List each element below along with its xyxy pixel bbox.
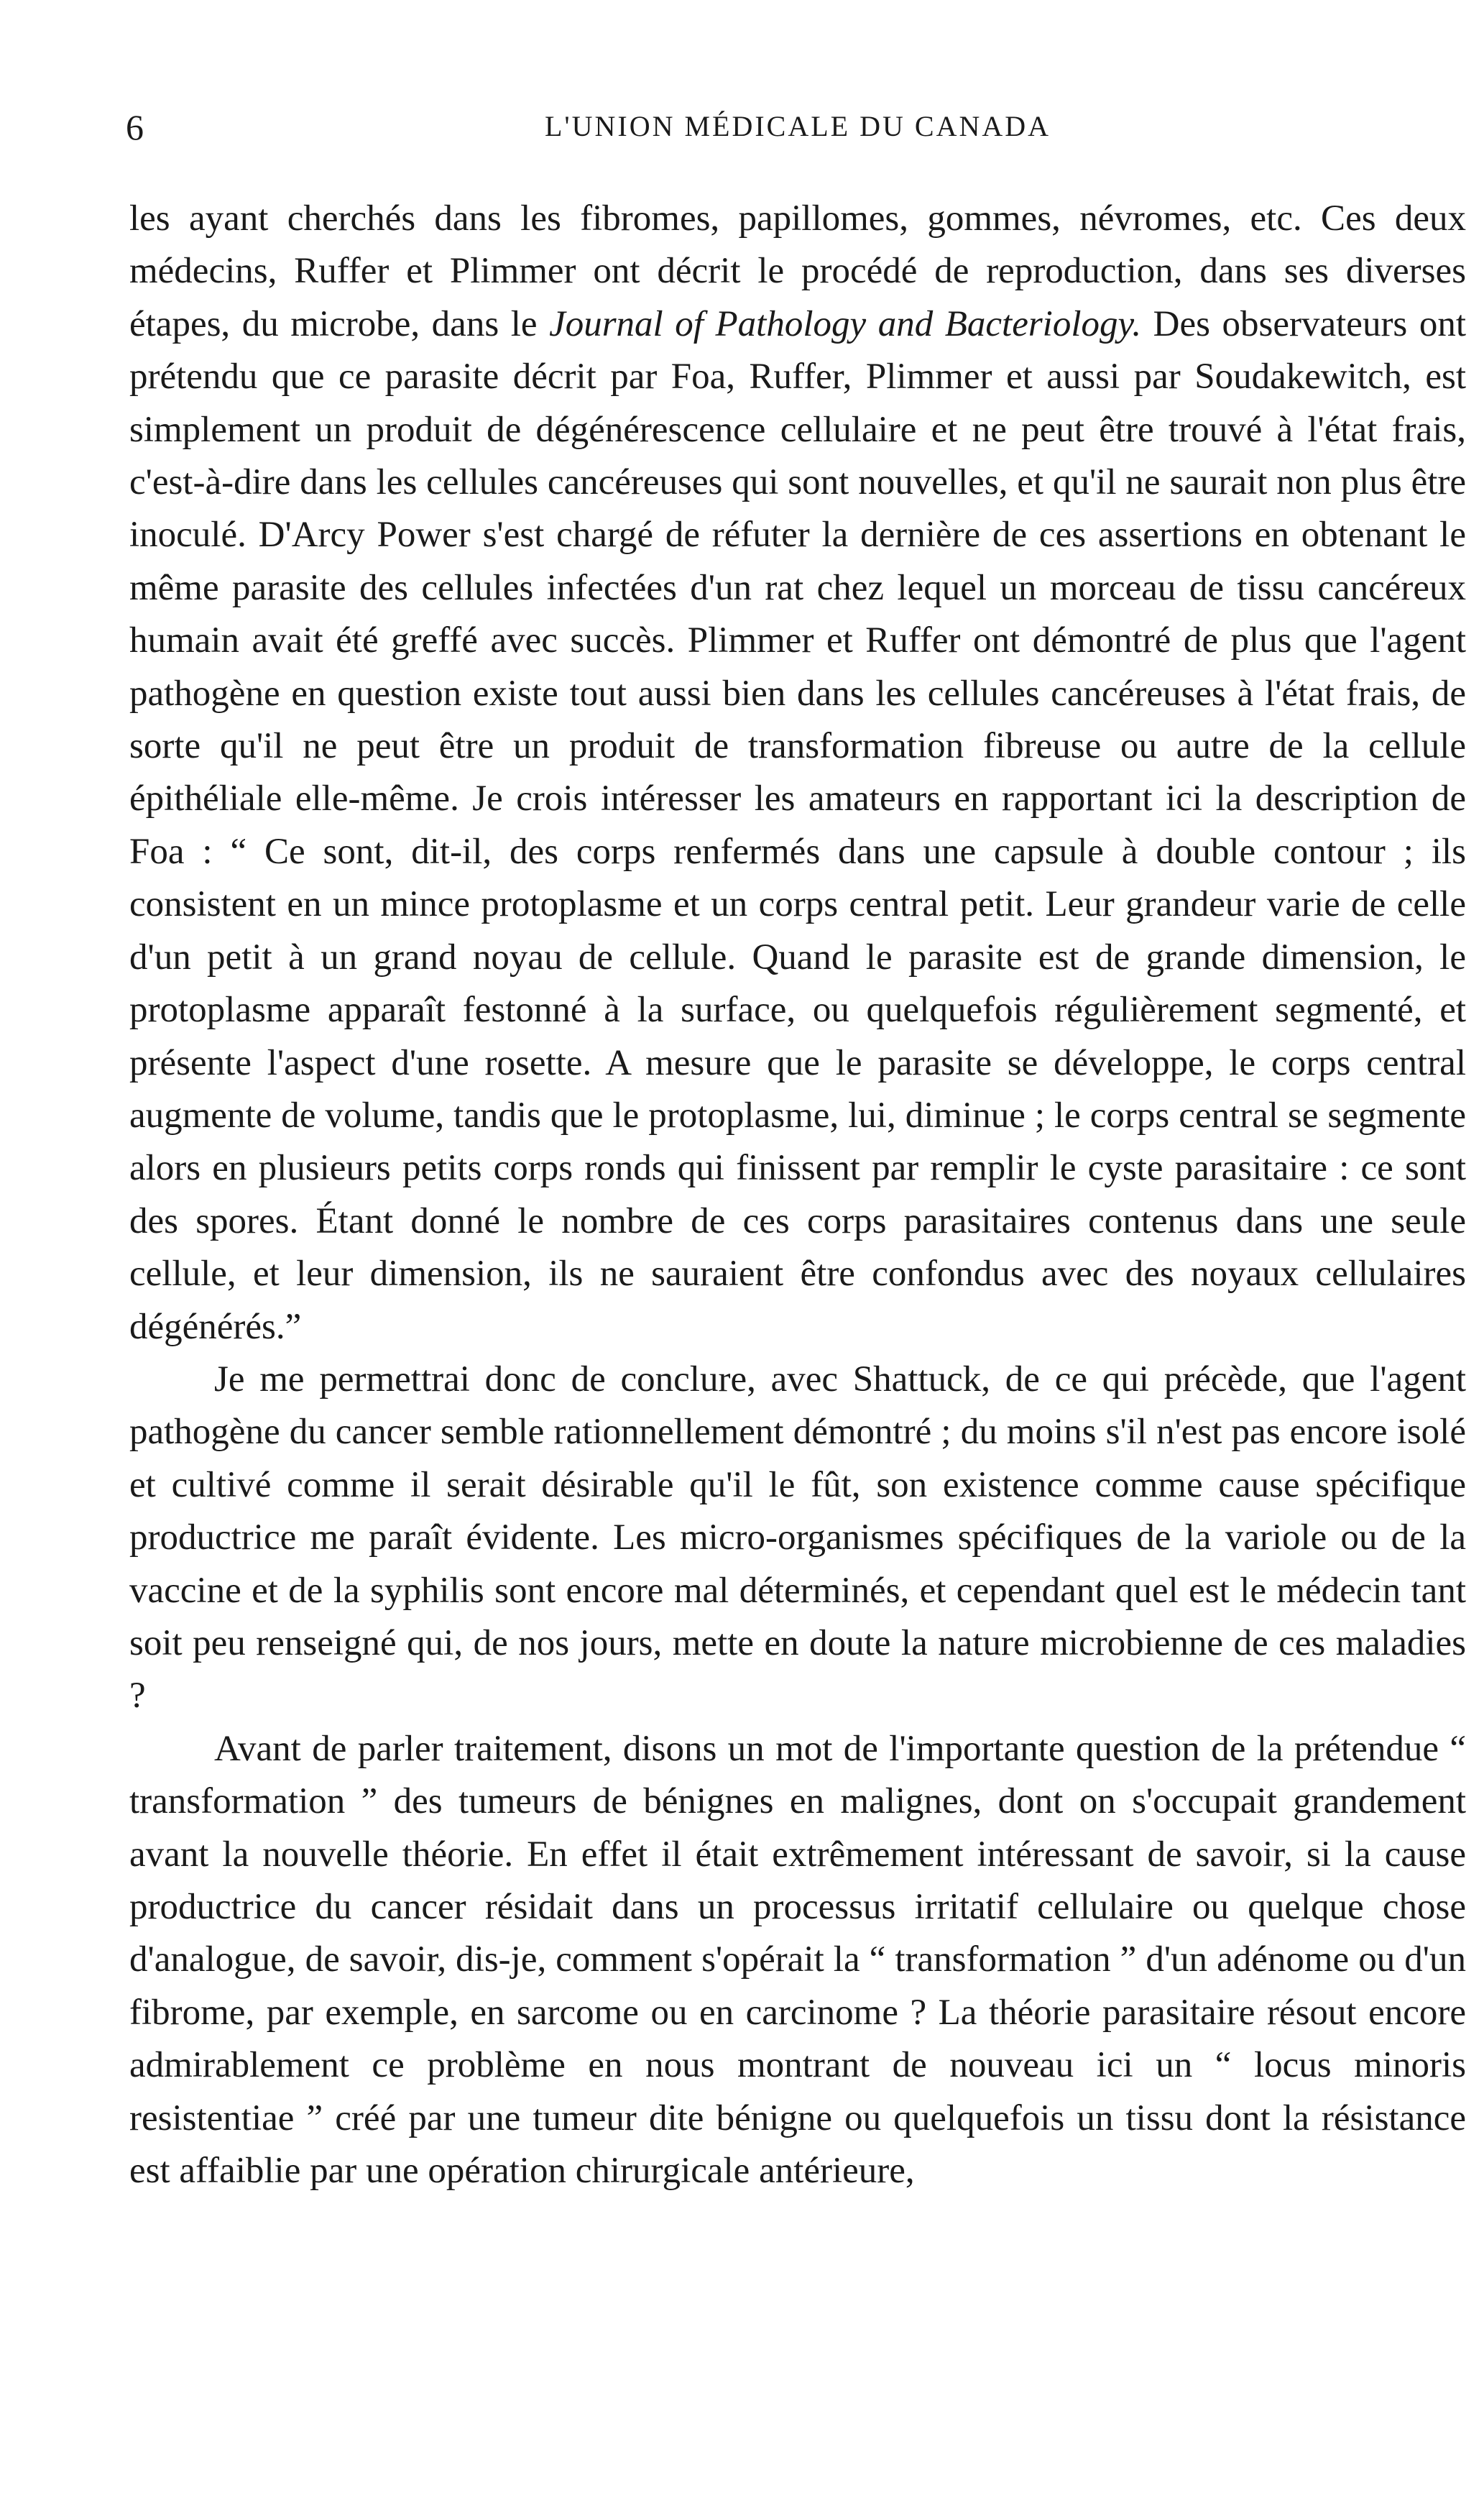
journal-title: L'UNION MÉDICALE DU CANADA	[544, 110, 1051, 142]
article-body	[129, 193, 1466, 2197]
paragraph-transformation: Avant de parler traitement, disons un mot de l'importante question de la prétendue “ transformation ” des tumeurs de bénignes en malignes, dont on s'occupait grandement avant la nouvelle théorie. En effet il était extrêmement intéressant de savoir, si la cause productrice du cancer résidait dans un processus irritatif cellulaire ou quelque chose d'analogue, de savoir, dis-je, comment s'opérait la “ transformation ” d'un adénome ou d'un fibrome, par exemple, en sarcome ou en carcinome ? La théorie parasitaire résout encore admirablement ce problème en nous montrant de nouveau ici un “ locus minoris resistentiae ” créé par une tumeur dite bénigne ou quelquefois un tissu dont la résistance est affaiblie par une opération chirurgicale antérieure,	[129, 1728, 1466, 2192]
paragraph-conclusion: Je me permettrai donc de conclure, avec Shattuck, de ce qui précède, que l'agent pathogène du cancer semble rationnellement démontré ; du moins s'il n'est pas encore isolé et cultivé comme il serait désirable qu'il le fût, son existence comme cause spécifique productrice me paraît évidente. Les micro-organismes spécifiques de la variole ou de la vaccine et de la syphilis sont encore mal déterminés, et cependant quel est le médecin tant soit peu renseigné qui, de nos jours, mette en doute la nature microbienne de ces maladies ?	[129, 1359, 1466, 1717]
paragraph-continued	[129, 193, 1466, 1354]
page-number: 6	[126, 107, 144, 147]
paragraph-text: les ayant cherchés dans les fibromes, papillomes, gommes, névromes, etc. Ces deux médecins, Ruffer et Plimmer ont décrit le procédé de reproduction, dans ses diverses étapes, du microbe, dans le	[129, 198, 1466, 344]
running-head	[126, 106, 1470, 157]
journal-reference: Journal of Pathology and Bacteriology.	[549, 303, 1142, 344]
paragraph-text: Des observateurs ont prétendu que ce parasite décrit par Foa, Ruffer, Plimmer et aussi par Soudakewitch, est simplement un produit de dégénérescence cellulaire et ne peut être trouvé à l'état frais, c'est-à-dire dans les cellules cancéreuses qui sont nouvelles, et qu'il ne saurait non plus être inoculé. D'Arcy Power s'est chargé de réfuter la dernière de ces assertions en obtenant le même parasite des cellules infectées d'un rat chez lequel un morceau de tissu cancéreux humain avait été greffé avec succès. Plimmer et Ruffer ont démontré de plus que l'agent pathogène en question existe tout aussi bien dans les cellules cancéreuses à l'état frais, de sorte qu'il ne peut être un produit de transformation fibreuse ou autre de la cellule épithéliale elle-même. Je crois intéresser les amateurs en rapportant ici la description de Foa : “ Ce sont, dit-il, des corps renfermés dans une capsule à double contour ; ils consistent en un mince protoplasme et un corps central petit. Leur grandeur varie de celle d'un petit à un grand noyau de cellule. Quand le parasite est de grande dimension, le protoplasme apparaît festonné à la surface, ou quelquefois régulièrement segmenté, et présente l'aspect d'une rosette. A mesure que le parasite se développe, le corps central augmente de volume, tandis que le protoplasme, lui, diminue ; le corps central se segmente alors en plusieurs petits corps ronds qui finissent par remplir le cyste parasitaire : ce sont des spores. Étant donné le nombre de ces corps parasitaires contenus dans une seule cellule, et leur dimension, ils ne sauraient être confondus avec des noyaux cellulaires dégénérés.”	[129, 303, 1466, 1347]
